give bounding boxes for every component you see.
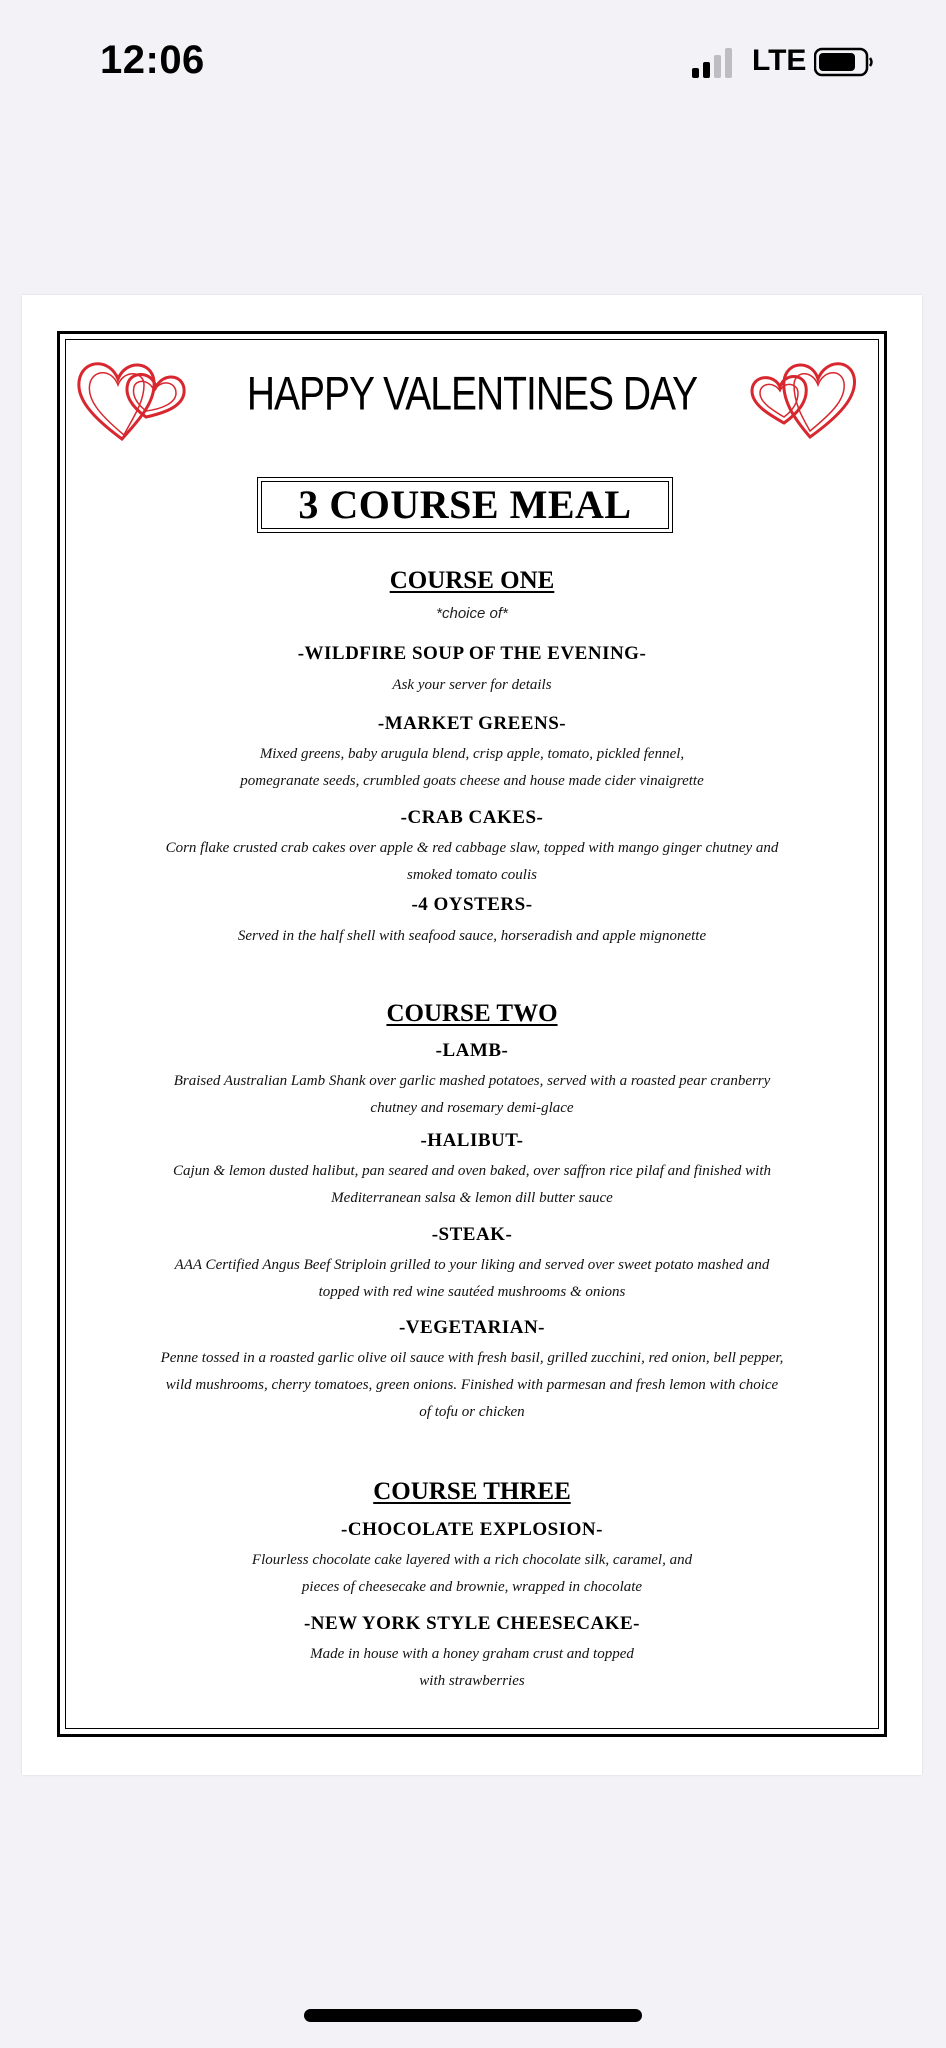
dish-description: Corn flake crusted crab cakes over apple & red cabbage slaw, topped with mango ginger chutney and smoked tomato coulis [165, 840, 779, 883]
dish-description: Penne tossed in a roasted garlic olive oil sauce with fresh basil, grilled zucchini, red onion, bell pepper, wild mushrooms, cherry tomatoes, green onions. Finished with parmesan and fresh lemon with choice of tofu or chicken [160, 1350, 784, 1420]
dish-description: Ask your server for details [392, 677, 552, 693]
dish-name: -NEW YORK STYLE CHEESECAKE- [303, 1613, 641, 1634]
dish-name: -4 OYSTERS- [411, 894, 533, 915]
dish-name: -HALIBUT- [420, 1130, 524, 1151]
dish-name: -STEAK- [431, 1224, 513, 1245]
dish-name: -LAMB- [435, 1040, 509, 1061]
dish-name: -CRAB CAKES- [400, 807, 544, 828]
dish-name: -VEGETARIAN- [398, 1317, 546, 1338]
course-two-heading: COURSE TWO [386, 1000, 558, 1027]
menu-document[interactable] [22, 295, 922, 1775]
dish-name: -WILDFIRE SOUP OF THE EVENING- [297, 643, 647, 664]
dish-description: AAA Certified Angus Beef Striploin grilled to your liking and served over sweet potato mashed and topped with red wine sautéed mushrooms & onions [174, 1257, 770, 1300]
status-time: 12:06 [100, 38, 205, 82]
dish-description: Made in house with a honey graham crust and topped with strawberries [310, 1646, 634, 1689]
choice-note: *choice of* [436, 605, 508, 622]
network-type-label: LTE [752, 44, 807, 77]
home-indicator[interactable] [304, 2009, 642, 2022]
dish-description: Braised Australian Lamb Shank over garlic mashed potatoes, served with a roasted pear cranberry chutney and rosemary demi-glace [173, 1073, 771, 1116]
dish-description: Served in the half shell with seafood sauce, horseradish and apple mignonette [237, 928, 707, 944]
battery-icon [814, 47, 874, 77]
course-one-heading: COURSE ONE [389, 567, 555, 594]
course-three-heading: COURSE THREE [373, 1478, 571, 1505]
status-bar [0, 0, 946, 130]
meal-title: 3 COURSE MEAL [298, 482, 632, 527]
dish-description: Flourless chocolate cake layered with a rich chocolate silk, caramel, and pieces of cheesecake and brownie, wrapped in chocolate [251, 1552, 693, 1595]
dish-name: -MARKET GREENS- [377, 713, 567, 734]
menu-title: HAPPY VALENTINES DAY [246, 368, 698, 421]
dish-description: Mixed greens, baby arugula blend, crisp apple, tomato, pickled fennel, pomegranate seeds, crumbled goats cheese and house made cider vinaigrette [240, 746, 704, 789]
dish-name: -CHOCOLATE EXPLOSION- [341, 1519, 603, 1540]
cellular-signal-icon [692, 46, 736, 78]
dish-description: Cajun & lemon dusted halibut, pan seared and oven baked, over saffron rice pilaf and finished with Mediterranean salsa & lemon dill butter sauce [173, 1163, 771, 1206]
